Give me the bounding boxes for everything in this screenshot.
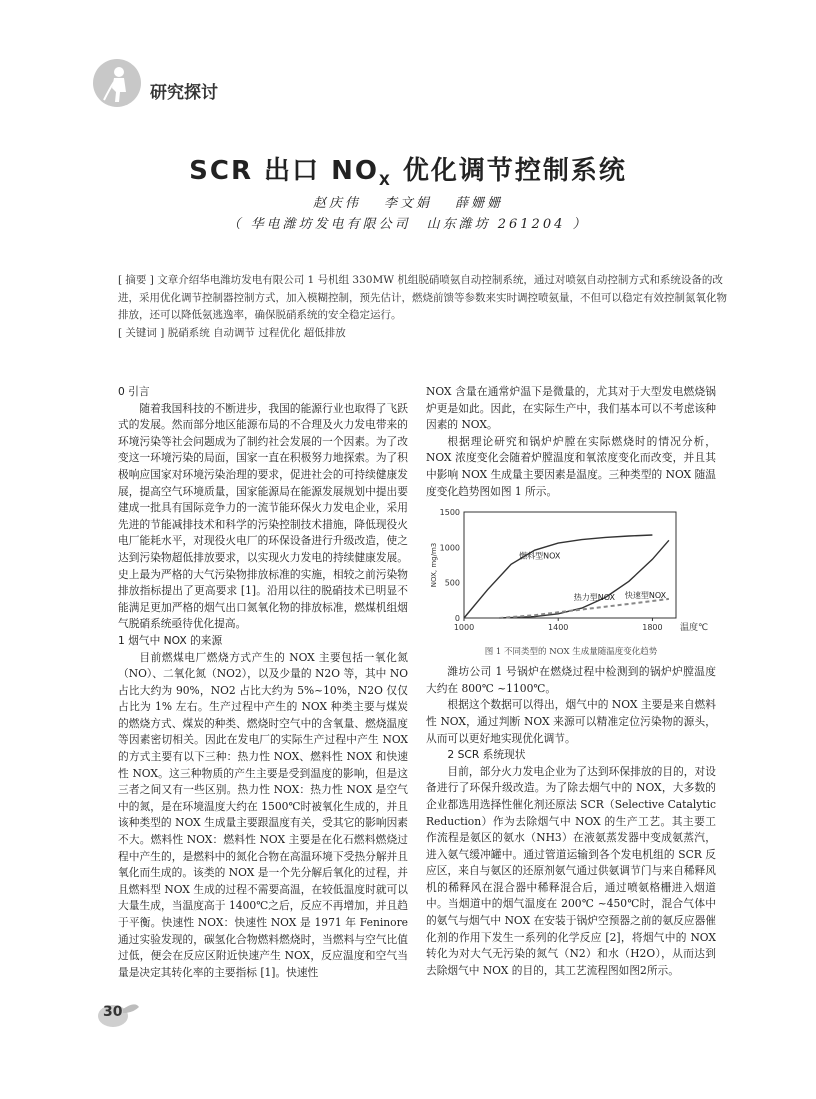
keywords-text: 脱硝系统 自动调节 过程优化 超低排放 [167,327,346,339]
section-header: 研究探讨 [150,83,218,103]
y-axis-label: NOX, mg/m3 [430,542,438,588]
paragraph: 潍坊公司 1 号锅炉在燃烧过程中检测到的锅炉炉膛温度大约在 800℃ ~1100℃。 [426,665,716,695]
abstract-text: 文章介绍华电潍坊发电有限公司 1 号机组 330MW 机组脱硝喷氨自动控制系统，通过对喷氨自动控制方式和系统设备的改进，采用优化调节控制器控制方式，加入模糊控制，预先估计，燃烧前馈等参数来实时调控喷氨量，不但可以稳定有效控制氮氧化物排放，还可以降低氨逃逸率，确保脱硝系统的安全稳定运行。 [118,274,727,321]
abstract-label: [ 摘要 ] [118,274,154,286]
left-column [118,384,408,981]
authors: 赵庆伟 李文娟 薛姗姗 [312,196,504,211]
paragraph: 根据理论研究和锅炉炉膛在实际燃烧时的情况分析，NOX 浓度变化会随着炉膛温度和氧浓度变化而改变，并且其中影响 NOX 生成量主要因素是温度。三种类型的 NOX 随温度变化趋势图如图 1 所示。 [426,434,716,498]
x-tick-label: 1000 [453,623,475,633]
paragraph: 根据这个数据可以得出，烟气中的 NOX 主要是来自燃料性 NOX，通过判断 NOX 来源可以精准定位污染物的源头，从而可以更好地实现优化调节。 [426,698,716,745]
affiliation: （ 华电潍坊发电有限公司 山东潍坊 261204 ） [227,217,589,232]
header-logo-icon [92,58,142,108]
abstract [118,272,734,325]
article-title: SCR 出口 $NO_X$ 优化调节控制系统 [189,156,627,190]
section-heading-scr: 2 SCR 系统现状 [447,748,526,762]
y-tick-label: 1500 [439,508,460,518]
series-label: 热力型NOX [573,593,616,603]
y-tick-label: 1000 [439,543,460,553]
right-column [426,384,716,979]
keywords-label: [ 关键词 ] [118,327,165,339]
x-tick-label: 1800 [642,623,663,633]
paragraph: NOX 含量在通常炉温下是微量的，尤其对于大型发电燃烧锅炉更是如此。因此，在实际生产中，我们基本可以不考虑该种因素的 NOX。 [426,385,716,432]
series-label: 快速型NOX [624,591,667,601]
series-label: 燃料型NOX [519,551,561,561]
y-tick-label: 0 [454,614,460,624]
y-tick-label: 500 [444,578,460,588]
plot-frame [464,512,676,618]
paragraph: 随着我国科技的不断进步，我国的能源行业也取得了飞跃式的发展。然而部分地区能源布局的不合理及火力发电带来的环境污染等社会问题成为了制约社会发展的一个因素。为了改变这一环境污染的局面，国家一直在积极努力地探索。为了积极响应国家对环境污染治理的要求，促进社会的可持续健康发展，提高空气环境质量，国家能源局在能源发展规划中提出要建成一批具有国际竞争力的一流节能环保火力发电企业，采用先进的节能减排技术和科学的污染控制技术措施，降低现役火电厂能耗水平，对现役火电厂的环保设备进行升级改造，使之达到污染物超低排放要求，以实现火力发电的持续健康发展。史上最为严格的大气污染物排放标准的实施，相较之前污染物排放指标提出了更高要求 [1]。沿用以往的脱硝技术已明显不能满足更加严格的烟气出口氮氧化物的排放标准，燃煤机组烟气脱硝系统亟待优化提高。 [118,401,408,631]
keywords [118,325,734,342]
figure-1 [426,506,716,644]
figure-caption: 图 1 不同类型的 NOX 生成量随温度变化趋势 [484,647,658,658]
page-number: 30 [103,1004,123,1020]
paragraph: 目前燃煤电厂燃烧方式产生的 NOX 主要包括一氧化氮（NO）、二氧化氮（NO2），以及少量的 N2O 等，其中 NO 占比大约为 90%，NO2 占比大约为 5%~10%，N2O 仅仅占比为 1% 左右。生产过程中产生的 NOX 种类主要与煤炭的燃烧方式、煤炭的种类、燃烧时空气中的含氧量、燃烧温度等因素密切相关。因此在发电厂的实际生产过程中产生 NOX 的方式主要有以下三种：热力性 NOX、燃料性 NOX 和快速性 NOX。这三种物质的产生主要是受到温度的影响，但是这三者之间又有一些区别。热力性 NOX：热力性 NOX 是空气中的氮，是在环境温度大约在 1500℃时被氧化生成的，并且该种类型的 NOX 生成量主要跟温度有关，受其它的影响因素不大。燃料性 NOX：燃料性 NOX 主要是在化石燃料燃烧过程中产生的，是燃料中的氮化合物在高温环境下受热分解并且氧化而生成的。该类的 NOX 是一个先分解后氧化的过程，并且燃料型 NOX 生成的过程不需要高温，在较低温度时就可以大量生成，当温度高于 1400℃之后，反应不再增加，并且趋于平衡。快速性 NOX：快速性 NOX 是 1971 年 Feninore 通过实验发现的，碳氢化合物燃料燃烧时，当燃料与空气比值过低，便会在反应区附近快速产生 NOX，反应温度和空气当量是决定其转化率的主要指标 [1]。快速性 [118,650,408,979]
nox-temperature-chart [426,506,716,644]
x-axis-label: 温度℃ [680,623,709,634]
series-line [464,535,652,618]
paragraph: 目前，部分火力发电企业为了达到环保排放的目的，对设备进行了环保升级改造。为了除去烟气中的 NOX，大多数的企业都选用选择性催化剂还原法 SCR（Selective Catalytic Reduction）作为去除烟气中 NOX 的生产工艺。其主要工作流程是氨区的氨水（NH3）在液氨蒸发器中变成氨蒸汽，进入氨气缓冲罐中。通过管道运输到各个发电机组的 SCR 反应区，来自与氨区的还原剂氨气通过供氨调节门与来自稀释风机的稀释风在混合器中稀释混合后，通过喷氨格栅进入烟道中。当烟道中的烟气温度在 200℃ ~450℃时，混合气体中的氨气与烟气中 NOX 在安装于锅炉空预器之前的氨反应器催化剂的作用下发生一系列的化学反应 [2]，将烟气中的 NOX 转化为对大气无污染的氮气（N2）和水（H2O），从而达到去除烟气中 NOX 的目的，其工艺流程图如图2所示。 [426,764,716,977]
section-heading-intro: 0 引言 [118,385,150,398]
x-tick-label: 1400 [548,623,569,633]
section-heading-nox-source: 1 烟气中 NOX 的来源 [118,633,223,647]
